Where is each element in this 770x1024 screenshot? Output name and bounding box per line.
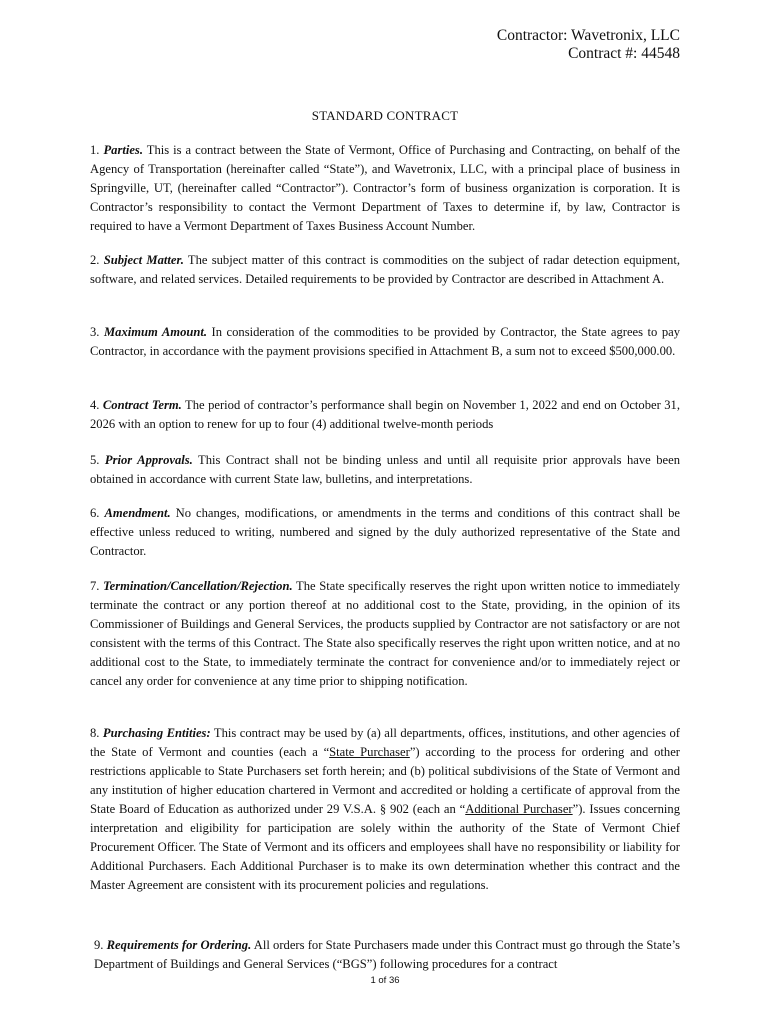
section-parties: 1. Parties. This is a contract between the State of Vermont, Office of Purchasing and Contracting, on behalf of the Agency of Transportation (hereinafter called “State”), and Wavetronix, LLC, with a principal place of business in Springville, UT, (hereinafter called “Contractor”). Contractor’s form of business organization is corporation. It is Contractor’s responsibility to contact the Vermont Department of Taxes to determine if, by law, Contractor is required to have a Vermont Department of Taxes Business Account Number. xyxy=(90,143,680,233)
section-heading: Requirements for Ordering. xyxy=(106,938,252,952)
section-heading: Amendment. xyxy=(104,506,171,520)
section-amendment: 6. Amendment. No changes, modifications, or amendments in the terms and conditions of this contract shall be effective unless reduced to writing, numbered and signed by the duly authorized representative of the State and Contractor. xyxy=(90,506,680,558)
section-maximum-amount: 3. Maximum Amount. In consideration of the commodities to be provided by Contractor, the State agrees to pay Contractor, in accordance with the payment provisions specified in Attachment B, a sum not to exceed $500,000.00. xyxy=(90,325,681,358)
section-contract-term: 4. Contract Term. The period of contractor’s performance shall begin on November 1, 2022 and end on October 31, 2026 with an option to renew for up to four (4) additional twelve-month periods xyxy=(90,398,681,431)
section-heading: Subject Matter. xyxy=(103,253,184,267)
section-heading: Contract Term. xyxy=(102,398,182,412)
contractor-line: Contractor: Wavetronix, LLC xyxy=(496,27,680,44)
section-termination: 7. Termination/Cancellation/Rejection. The State specifically reserves the right upon written notice to immediately terminate the contract or any portion thereof at no additional cost to the State, providing, in the opinion of its Commissioner of Buildings and General Services, the products supplied by Contractor are not satisfactory or are not consistent with the terms of this Contract. The State also specifically reserves the right upon written notice, and at no additional cost to the State, to immediately terminate the contract for convenience and/or to immediately reject or cancel any order for convenience at any time prior to shipping notification. xyxy=(90,579,680,688)
section-text: The subject matter of this contract is commodities on the subject of radar detection equipment, software, and related services. Detailed requirements to be provided by Contractor are described in Attachment A. xyxy=(90,253,680,286)
contract-header xyxy=(497,27,680,63)
section-text: The State specifically reserves the right upon written notice to immediately terminate the contract or any portion thereof at no additional cost to the State, providing, in the opinion of its Commissioner of Buildings and General Services, the products supplied by Contractor are not satisfactory or are not consistent with the terms of this Contract. The State also specifically reserves the right upon written notice, and at no additional cost to the State, to immediately terminate the contract for convenience and/or to immediately reject or cancel any order for convenience at any time prior to shipping notification. xyxy=(90,579,680,688)
page-number: 1 of 36 xyxy=(370,975,400,986)
defined-term-additional-purchaser: Additional Purchaser xyxy=(465,802,573,816)
contract-number-line: Contract #: 44548 xyxy=(568,45,680,62)
section-heading: Purchasing Entities: xyxy=(102,726,211,740)
section-purchasing-entities: 8. Purchasing Entities: This contract may be used by (a) all departments, offices, institutions, and other agencies of the State of Vermont and counties (each a “State Purchaser”) according to the process for ordering and other restrictions applicable to State Purchasers set forth herein; and (b) political subdivisions of the State of Vermont and any institution of higher education chartered in Vermont and accredited or holding a certificate of approval from the State Board of Education as authorized under 29 V.S.A. § 902 (each an “Additional Purchaser”). Issues concerning interpretation and eligibility for participation are solely within the authority of the State of Vermont Chief Procurement Officer. The State of Vermont and its officers and employees shall have no responsibility or liability for Additional Purchasers. Each Additional Purchaser is to make its own determination whether this contract and the Master Agreement are consistent with its procurement policies and regulations. xyxy=(90,726,680,892)
section-subject-matter: 2. Subject Matter. The subject matter of this contract is commodities on the subject of radar detection equipment, software, and related services. Detailed requirements to be provided by Contractor are described in Attachment A. xyxy=(90,253,680,286)
section-heading: Maximum Amount. xyxy=(103,325,208,339)
section-requirements-for-ordering: 9. Requirements for Ordering. All orders for State Purchasers made under this Contract must go through the State’s Department of Buildings and General Services (“BGS”) following procedures for a contract xyxy=(94,938,681,971)
section-heading: Parties. xyxy=(103,143,143,157)
section-text: No changes, modifications, or amendments in the terms and conditions of this contract shall be effective unless reduced to writing, numbered and signed by the duly authorized representative of the State and Contractor. xyxy=(90,506,680,558)
section-text: This is a contract between the State of Vermont, Office of Purchasing and Contracting, on behalf of the Agency of Transportation (hereinafter called “State”), and Wavetronix, LLC, with a principal place of business in Springville, UT, (hereinafter called “Contractor”). Contractor’s form of business organization is corporation. It is Contractor’s responsibility to contact the Vermont Department of Taxes to determine if, by law, Contractor is required to have a Vermont Department of Taxes Business Account Number. xyxy=(90,143,680,233)
section-text: In consideration of the commodities to be provided by Contractor, the State agrees to pay Contractor, in accordance with the payment provisions specified in Attachment B, a sum not to exceed $500,000.00. xyxy=(90,325,681,358)
section-text: The period of contractor’s performance shall begin on November 1, 2022 and end on October 31, 2026 with an option to renew for up to four (4) additional twelve-month periods xyxy=(90,398,681,431)
section-heading: Termination/Cancellation/Rejection. xyxy=(103,579,293,593)
section-text: This Contract shall not be binding unless and until all requisite prior approvals have been obtained in accordance with current State law, bulletins, and interpretations. xyxy=(90,453,680,486)
section-text: All orders for State Purchasers made under this Contract must go through the State’s Department of Buildings and General Services (“BGS”) following procedures for a contract xyxy=(94,938,681,971)
defined-term-state-purchaser: State Purchaser xyxy=(329,745,410,759)
section-prior-approvals: 5. Prior Approvals. This Contract shall not be binding unless and until all requisite prior approvals have been obtained in accordance with current State law, bulletins, and interpretations. xyxy=(90,453,680,486)
section-heading: Prior Approvals. xyxy=(104,453,193,467)
document-title: STANDARD CONTRACT xyxy=(311,108,459,123)
